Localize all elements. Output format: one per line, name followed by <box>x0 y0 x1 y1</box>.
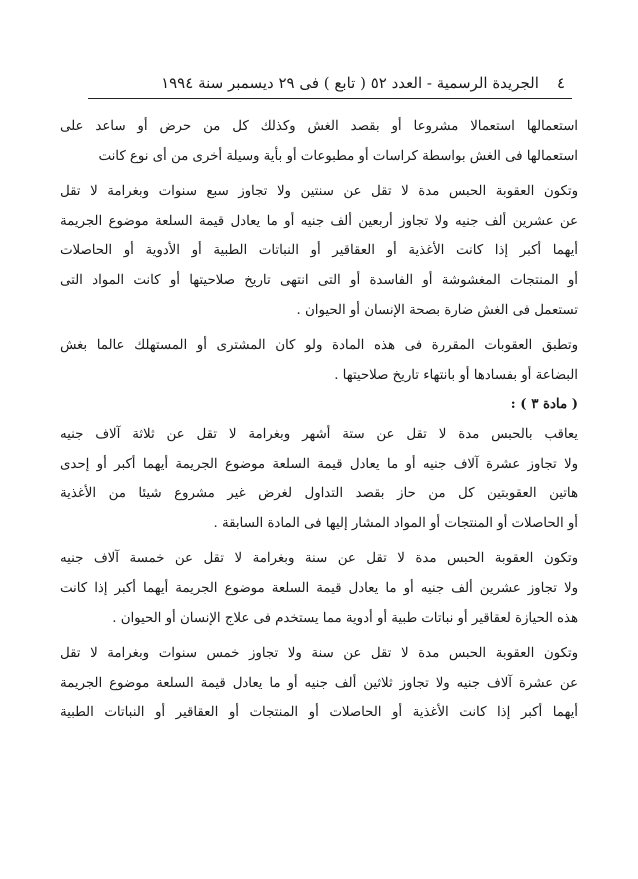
text-line: وتكون العقوبة الحبس مدة لا تقل عن سنة وبغرامة لا تقل عن خمسة آلاف جنيه <box>60 551 578 567</box>
text-line: تستعمل فى الغش ضارة بصحة الإنسان أو الحيوان . <box>296 302 578 318</box>
text-line: عن عشرين ألف جنيه ولا تجاوز أربعين ألف جنيه أو ما يعادل قيمة السلعة موضوع الجريمة <box>60 213 578 229</box>
text-line: يعاقب بالحبس مدة لا تقل عن ستة أشهر وبغرامة لا تقل عن ثلاثة آلاف جنيه <box>60 426 578 442</box>
text-line: استعمالها فى الغش بواسطة كراسات أو مطبوعات أو بأية وسيلة أخرى من أى نوع كانت <box>98 148 578 164</box>
document-body <box>60 112 578 728</box>
text-line: وتكون العقوبة الحبس مدة لا تقل عن سنة ولا تجاوز خمس سنوات وبغرامة لا تقل <box>60 646 578 662</box>
text-line: وتكون العقوبة الحبس مدة لا تقل عن سنتين ولا تجاوز سبع سنوات وبغرامة لا تقل <box>60 184 578 200</box>
text-line: ولا تجاوز عشرة آلاف جنيه أو ما يعادل قيمة السلعة موضوع الجريمة أيهما أكبر أو إحدى <box>60 456 578 472</box>
text-line: هذه الحيازة لعقاقير أو نباتات طبية أو أدوية مما يستخدم فى علاج الإنسان أو الحيوان . <box>112 610 578 626</box>
text-line: أو الحاصلات أو المنتجات أو المواد المشار إليها فى المادة السابقة . <box>213 515 578 531</box>
text-line: أيهما أكبر إذا كانت الأغذية أو الحاصلات أو المنتجات أو العقاقير أو النباتات الطبية <box>60 705 578 721</box>
text-line: أو المنتجات المغشوشة أو الفاسدة أو التى انتهى تاريخ صلاحيتها أو كانت المواد التى <box>60 272 578 288</box>
text-line: هاتين العقوبتين كل من حاز بقصد التداول لغرض غير مشروع شيئا من الأغذية <box>60 486 578 502</box>
page-number: ٤ <box>556 74 565 92</box>
page-header <box>95 70 565 96</box>
text-line: البضاعة أو بفسادها أو بانتهاء تاريخ صلاحيتها . <box>334 367 578 383</box>
text-line: أيهما أكبر إذا كانت الأغذية أو العقاقير أو النباتات الطبية أو الأدوية أو الحاصلات <box>60 243 578 259</box>
gazette-title: الجريدة الرسمية - العدد ٥٢ ( تابع ) فى ٢٩ ديسمبر سنة ١٩٩٤ <box>161 74 539 92</box>
text-line: عن عشرة آلاف جنيه ولا تجاوز ثلاثين ألف جنيه أو ما يعادل قيمة السلعة موضوع الجريمة <box>60 675 578 691</box>
text-line: استعمالها استعمالا مشروعا أو بقصد الغش وكذلك كل من حرض أو ساعد على <box>60 119 578 134</box>
text-line: ولا تجاوز عشرين ألف جنيه أو ما يعادل قيمة السلعة موضوع الجريمة أيهما أكبر إذا كانت <box>60 580 578 596</box>
article-heading: ( مادة ٣ ) : <box>510 397 578 413</box>
header-divider <box>88 98 572 99</box>
text-line: وتطبق العقوبات المقررة فى هذه المادة ولو كان المشترى أو المستهلك عالما بغش <box>60 338 578 354</box>
